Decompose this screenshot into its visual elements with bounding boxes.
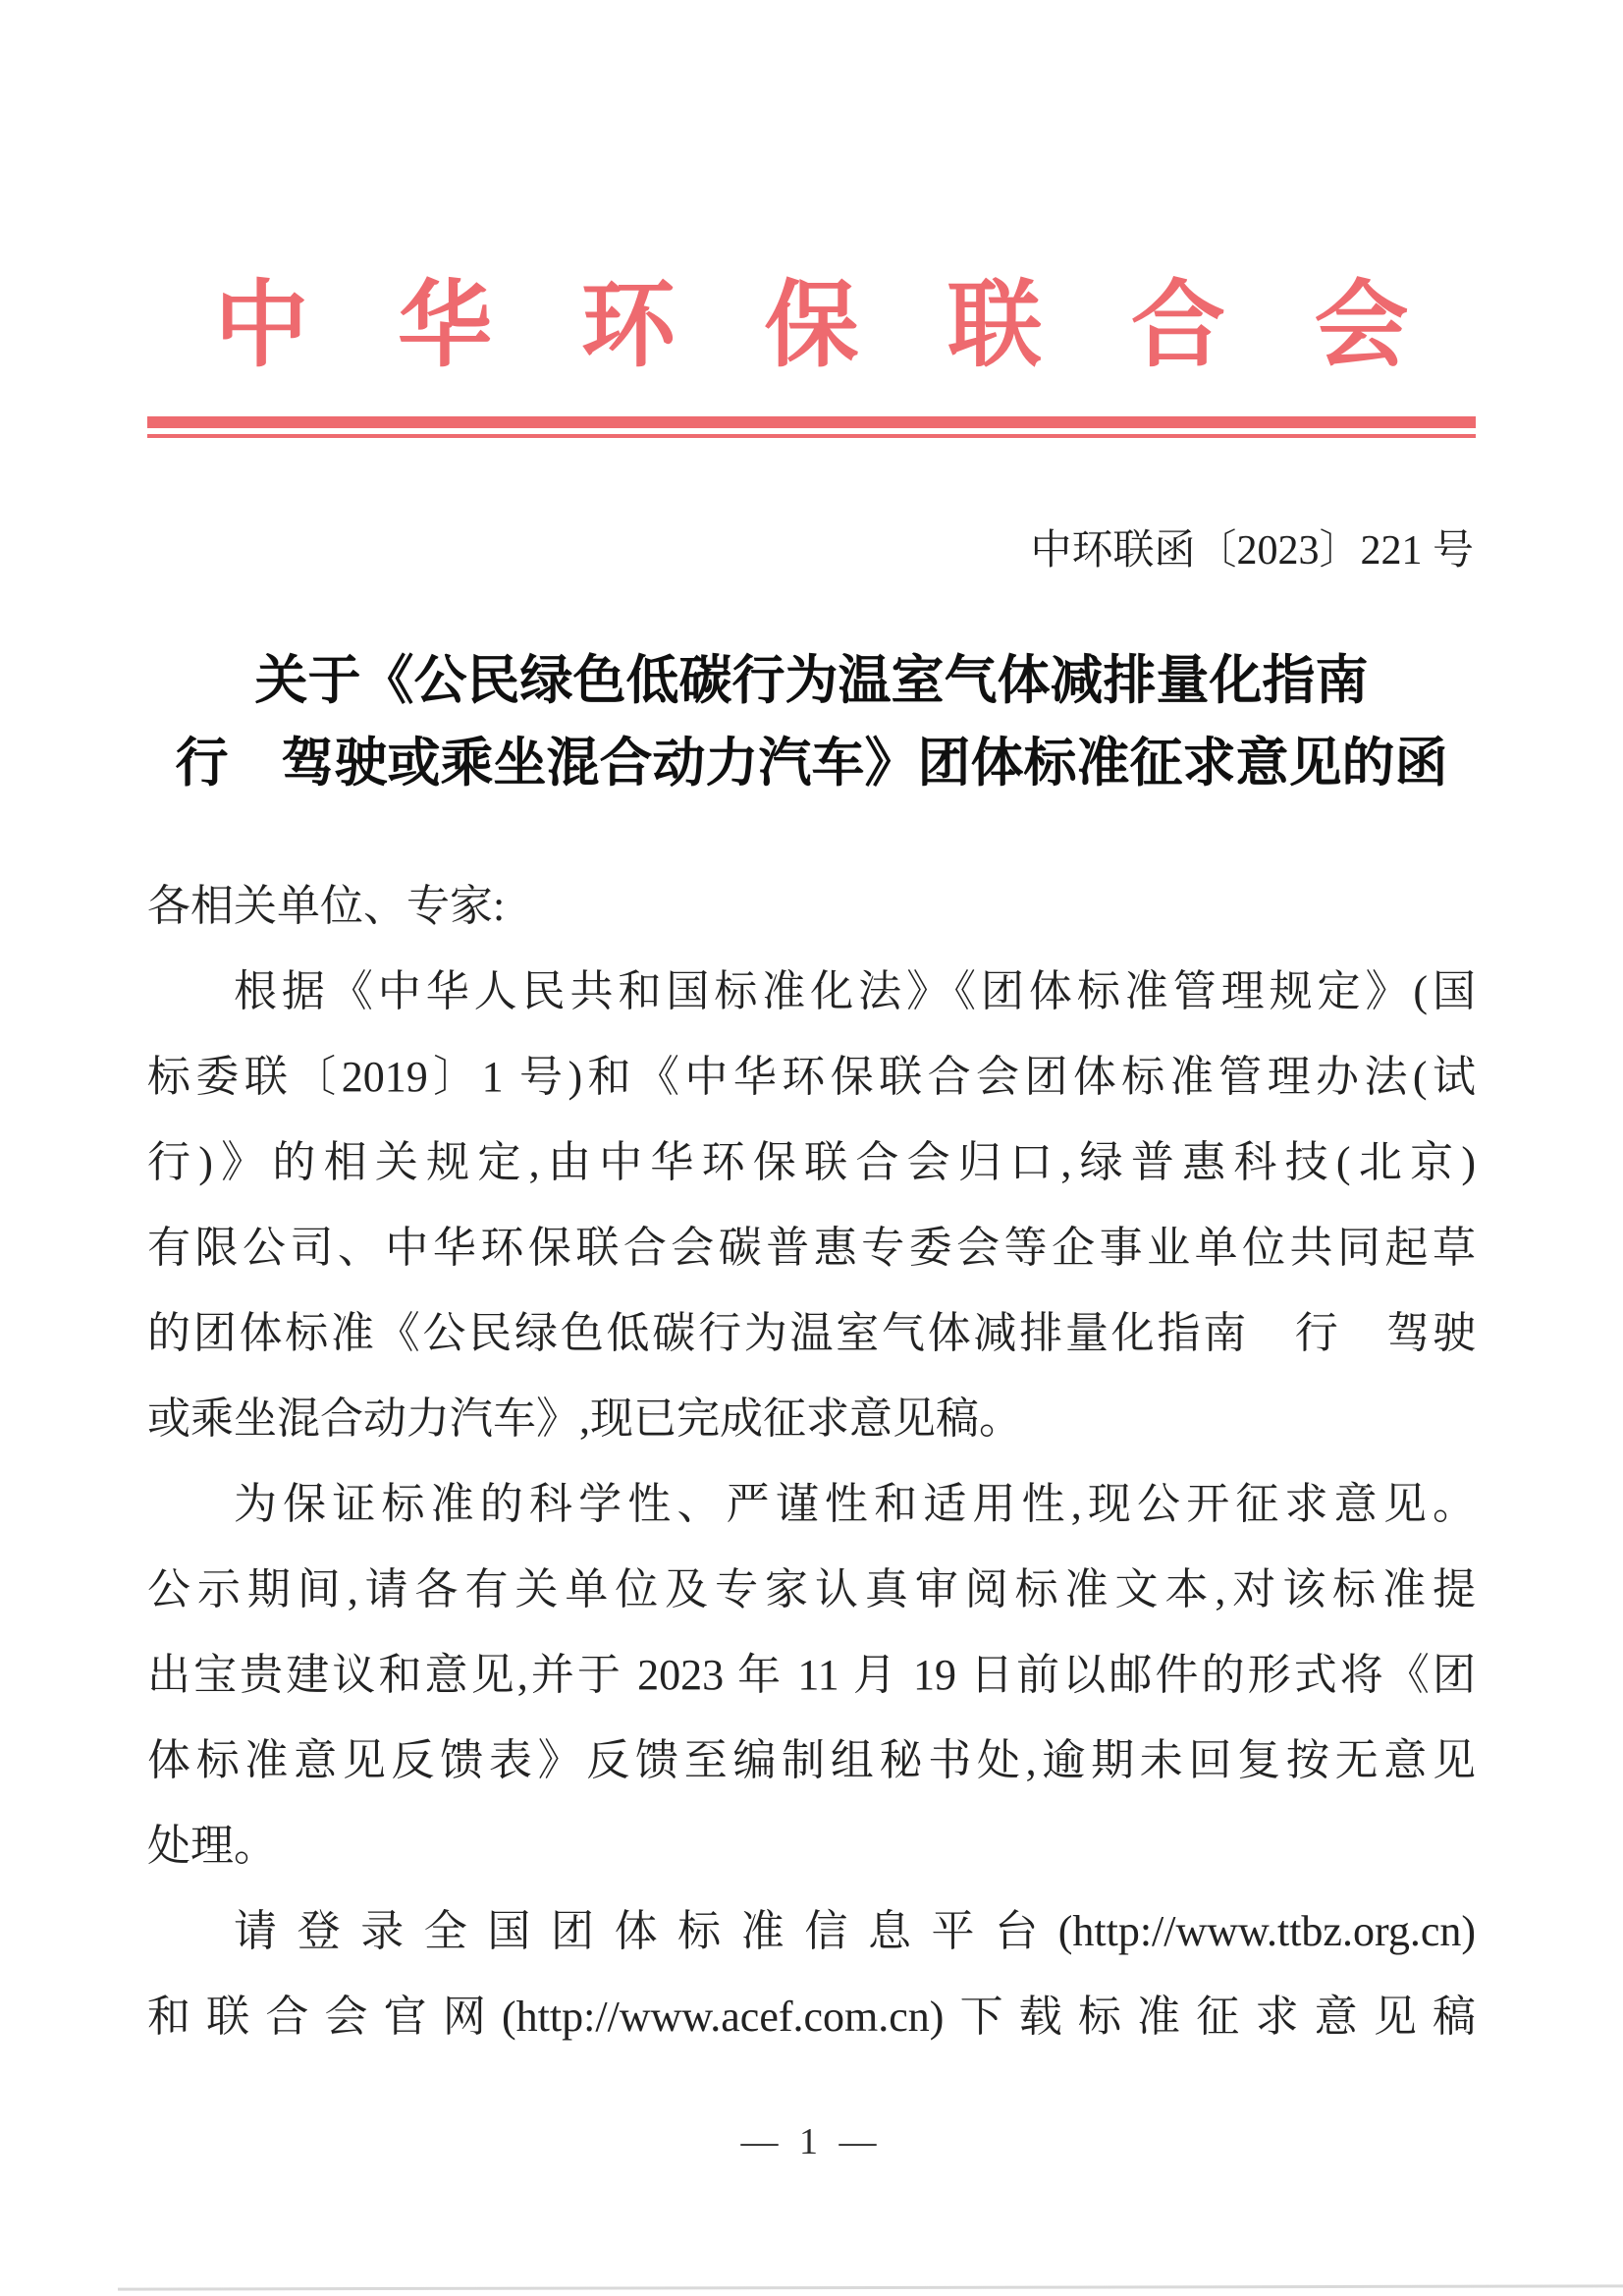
- body-line: 处理。: [147, 1822, 277, 1870]
- doc-title-line2: 行 驾驶或乘坐混合动力汽车》团体标准征求意见的函: [175, 734, 1448, 793]
- body-line: 和联合会官网(http://www.acef.com.cn)下载标准征求意见稿: [147, 1993, 1476, 2041]
- body-line: 出宝贵建议和意见,并于 2023 年 11 月 19 日前以邮件的形式将《团: [147, 1651, 1476, 1699]
- body-line: 标委联〔2019〕1 号)和《中华环保联合会团体标准管理办法(试: [147, 1053, 1476, 1101]
- body-line: 行)》的相关规定,由中华环保联合会归口,绿普惠科技(北京): [147, 1138, 1476, 1186]
- letterhead: [0, 0, 1623, 438]
- body-line: 的团体标准《公民绿色低碳行为温室气体减排量化指南 行 驾驶: [147, 1309, 1476, 1357]
- doc-number: 中环联函〔2023〕221 号: [1030, 528, 1474, 574]
- body-line: 有限公司、中华环保联合会碳普惠专委会等企事业单位共同起草: [147, 1224, 1476, 1272]
- scan-edge-artifact: [118, 2284, 1623, 2290]
- body-line: 请登录全国团体标准信息平台(http://www.ttbz.org.cn): [234, 1907, 1476, 1955]
- org-name: 中华环保联合会: [214, 273, 1409, 378]
- body-line: 或乘坐混合动力汽车》,现已完成征求意见稿。: [147, 1394, 1022, 1443]
- letterhead-rule-thin: [147, 434, 1476, 438]
- body-line: 根据《中华人民共和国标准化法》《团体标准管理规定》(国: [234, 967, 1476, 1015]
- doc-body: [147, 863, 1476, 2059]
- salutation: 各相关单位、专家:: [147, 882, 506, 930]
- body-line: 公示期间,请各有关单位及专家认真审阅标准文本,对该标准提: [147, 1565, 1476, 1613]
- body-line: 体标准意见反馈表》反馈至编制组秘书处,逾期未回复按无意见: [147, 1736, 1476, 1784]
- doc-title-line1: 关于《公民绿色低碳行为温室气体减排量化指南: [254, 651, 1369, 710]
- doc-title: [118, 639, 1505, 804]
- page-number: — 1 —: [740, 2121, 883, 2162]
- body-line: 为保证标准的科学性、严谨性和适用性,现公开征求意见。: [234, 1480, 1476, 1528]
- letterhead-rule-thick: [147, 416, 1476, 428]
